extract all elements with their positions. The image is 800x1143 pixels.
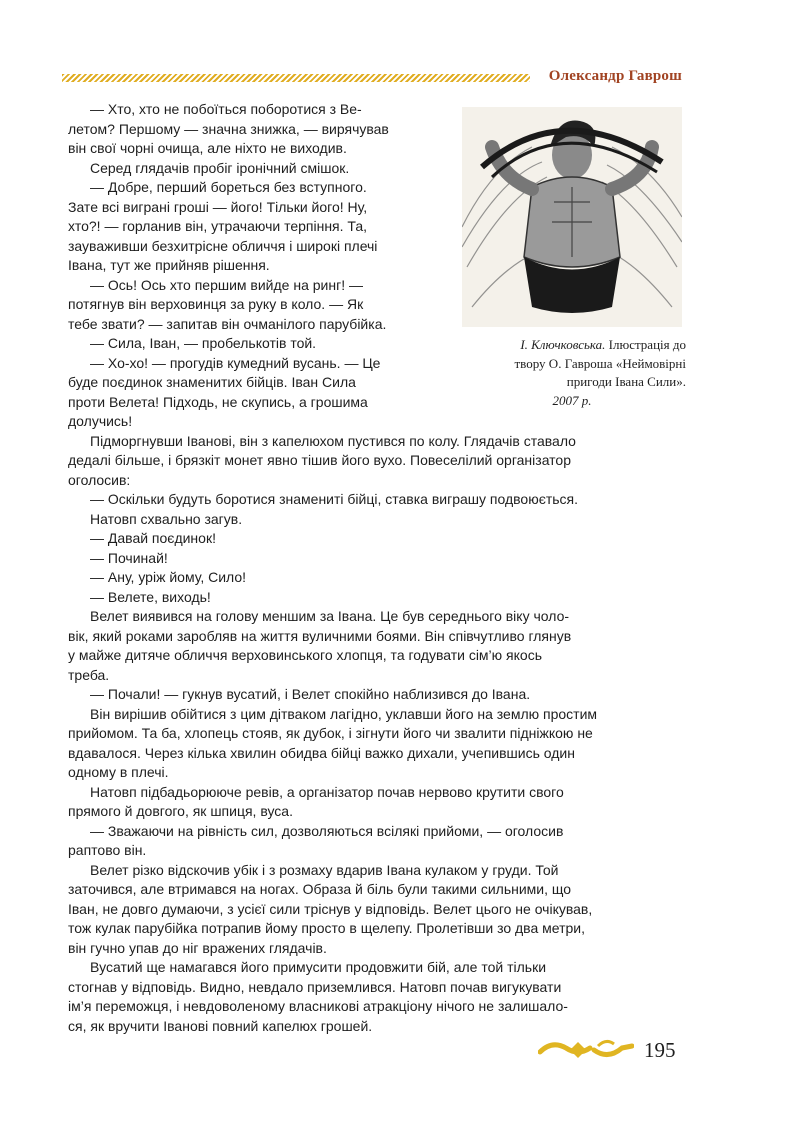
text-line: вдавалося. Через кілька хвилин обидва бійці важко дихали, учепившись один [68, 744, 575, 761]
text-line: стогнав у відповідь. Видно, невдало приземлився. Натовп почав вигукувати [68, 978, 562, 995]
text-line: Підморгнувши Іванові, він з капелюхом пустився по колу. Глядачів ставало [90, 432, 576, 449]
text-line: треба. [68, 666, 110, 683]
text-line: Велет виявився на голову меншим за Івана. Це був середнього віку чоло- [90, 608, 570, 624]
caption-line-2: твору О. Гавроша «Неймовірні [514, 355, 686, 371]
text-line: Серед глядачів пробіг іронічний смішок. [90, 159, 350, 176]
story-text [68, 100, 684, 1036]
text-line: одному в плечі. [68, 764, 169, 780]
text-line: — Хто, хто не побоїться поборотися з Ве- [90, 101, 362, 117]
text-line: оголосив: [68, 471, 131, 488]
text-line: ім’я переможця, і невдоволеному власникові атракціону нічого не залишало- [68, 998, 568, 1014]
text-line: заточився, але втримався на ногах. Образа й біль були такими сильними, що [68, 881, 572, 897]
text-line: — Зважаючи на рівність сил, дозволяються всілякі прийоми, — оголосив [90, 822, 564, 839]
text-line: — Оскільки будуть боротися знамениті бійці, ставка виграшу подвоюється. [90, 491, 579, 507]
text-line: він свої чорні очища, але ніхто не виходив. [68, 140, 347, 156]
text-line: у майже дитяче обличчя верховинського хлопця, та годувати сім’ю якось [68, 647, 542, 663]
text-line: долучись! [68, 413, 133, 429]
running-header [62, 68, 682, 90]
text-line: дедалі більше, і брязкіт монет явно тішив його вухо. Повеселілий організатор [68, 452, 571, 468]
text-line: Зате всі виграні гроші — його! Тільки його! Ну, [68, 198, 368, 215]
text-line: Він вирішив обійтися з цим дітваком лагідно, уклавши його на землю простим [90, 705, 598, 722]
text-line: він гучно упав до ніг вражених глядачів. [68, 939, 327, 956]
text-line: — Давай поєдинок! [90, 530, 216, 546]
text-line: — Добре, перший бореться без вступного. [90, 179, 367, 195]
text-line: хто?! — горланив він, утрачаючи терпіння. Та, [68, 218, 368, 234]
page-number: 195 [644, 1038, 676, 1062]
text-line: проти Велета! Підходь, не скупись, а грошима [68, 393, 368, 410]
header-author: Олександр Гаврош [548, 68, 682, 84]
text-line: потягнув він верховинця за руку в коло. — Як [68, 296, 364, 312]
text-line: прямого й довгого, як шпиця, вуса. [68, 803, 293, 819]
text-line: — Ось! Ось хто першим вийде на ринг! — [90, 276, 363, 293]
text-line: Вусатий ще намагався його примусити продовжити бій, але той тільки [90, 959, 547, 975]
header-stripe-decoration [62, 74, 530, 82]
caption-year: 2007 р. [552, 392, 592, 408]
text-line: летом? Першому — значна знижка, — вирячував [68, 120, 389, 137]
text-line: Натовп підбадьорююче ревів, а організатор почав нервово крутити свого [90, 783, 564, 800]
text-line: — Сила, Іван, — пробелькотів той. [90, 335, 317, 351]
text-line: тебе звати? — запитав він очманілого парубійка. [68, 315, 387, 332]
text-line: — Хо-хо! — прогудів кумедний вусань. — Це [90, 354, 381, 371]
text-line: — Почали! — гукнув вусатий, і Велет спокійно наблизився до Івана. [90, 686, 531, 702]
text-line: Велет різко відскочив убік і з розмаху вдарив Івана кулаком у груди. Той [90, 861, 559, 878]
text-line: прийомом. Та ба, хлопець стояв, як дубок, і зігнути його чи звалити підніжкою не [68, 725, 593, 741]
text-line: ся, як вручити Іванові повний капелюх грошей. [68, 1017, 373, 1034]
text-line: — Велете, виходь! [90, 588, 211, 605]
text-line: раптово він. [68, 842, 147, 858]
caption-line-3: пригоди Івана Сили». [566, 374, 686, 389]
text-line: Натовп схвально загув. [90, 510, 243, 527]
text-line: Івана, тут же прийняв рішення. [68, 257, 270, 273]
text-line: — Ану, уріж йому, Сило! [90, 569, 247, 585]
text-line: зауваживши безхитрісне обличчя і широкі плечі [68, 237, 378, 254]
caption-line-1: Ілюстрація до [608, 337, 686, 352]
text-line: буде поєдинок знаменитих бійців. Іван Сила [68, 374, 356, 390]
footer-ornament-icon [538, 1036, 634, 1064]
text-line: вік, який роками заробляв на життя вуличними боями. Він співчутливо глянув [68, 627, 572, 644]
caption-author: І. Ключковська. [520, 337, 606, 352]
text-line: — Починай! [90, 549, 168, 566]
text-line: Іван, не довго думаючи, з усієї сили тріснув у відповідь. Велет цього не очікував, [68, 900, 593, 917]
text-line: тож кулак парубійка потрапив йому просто в щелепу. Пролетівши зо два метри, [68, 920, 585, 936]
